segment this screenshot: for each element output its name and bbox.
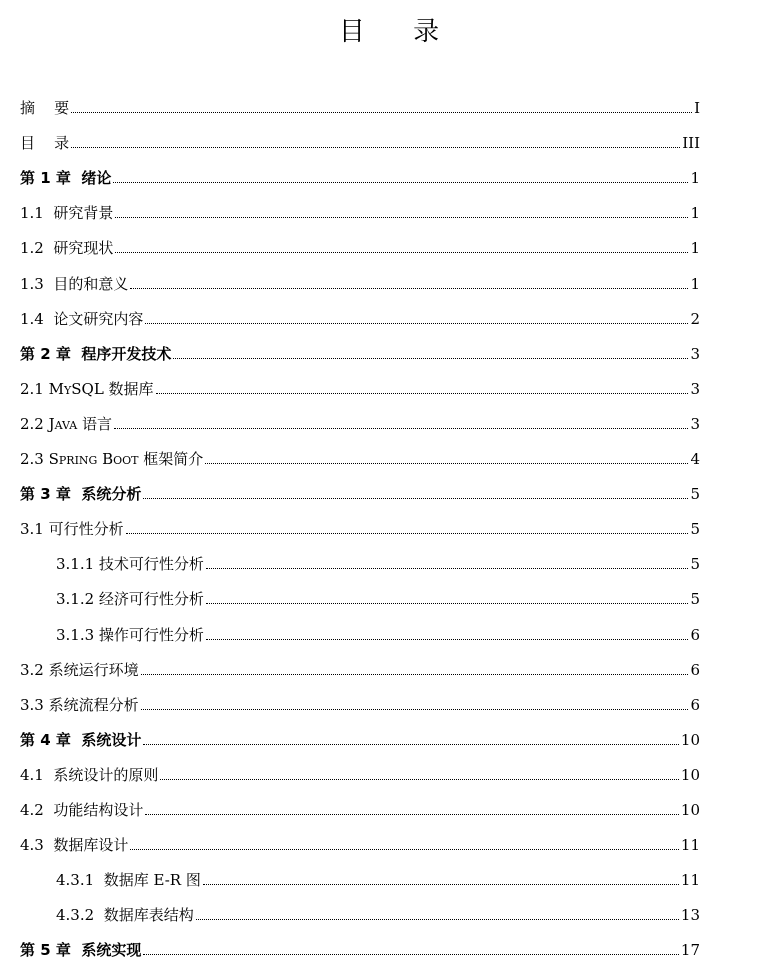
toc-entry[interactable]: [20, 294, 700, 329]
toc-entry[interactable]: [20, 258, 700, 293]
toc-dot-leader: [145, 322, 688, 324]
toc-entry[interactable]: [20, 469, 700, 504]
toc-dot-leader: [71, 146, 680, 148]
toc-entry-page-number: 5: [690, 590, 700, 609]
toc-entry[interactable]: [20, 83, 700, 118]
toc-entry-page-number: III: [682, 134, 700, 153]
toc-dot-leader: [160, 778, 679, 780]
toc-entry-label: 第 1 章 绪论: [20, 169, 112, 188]
toc-entry-page-number: 10: [680, 765, 700, 784]
toc-entry-label: 1.2 研究现状: [20, 239, 114, 258]
toc-entry-page-number: 6: [690, 695, 700, 714]
toc-entry-page-number: 17: [680, 941, 700, 960]
toc-entry-page-number: 10: [680, 800, 700, 819]
toc-entry-page-number: 3: [690, 414, 700, 433]
toc-entry[interactable]: [20, 118, 700, 153]
toc-entry-label: 4.3.1 数据库 E-R 图: [56, 871, 201, 890]
toc-dot-leader: [143, 743, 679, 745]
toc-entry[interactable]: [20, 925, 700, 960]
toc-entry[interactable]: [20, 153, 700, 188]
toc-entry-page-number: 1: [690, 204, 700, 223]
toc-entry-page-number: 6: [690, 625, 700, 644]
toc-entry[interactable]: [20, 223, 700, 258]
toc-dot-leader: [173, 357, 688, 359]
toc-dot-leader: [203, 883, 679, 885]
toc-entry[interactable]: [20, 645, 700, 680]
toc-entry-page-number: 5: [690, 555, 700, 574]
toc-entry-label: 1.1 研究背景: [20, 204, 114, 223]
toc-dot-leader: [143, 497, 688, 499]
toc-entry-label: 4.3.2 数据库表结构: [56, 906, 194, 925]
toc-entry[interactable]: [20, 364, 700, 399]
toc-dot-leader: [126, 532, 689, 534]
toc-entry-page-number: I: [694, 99, 700, 118]
toc-dot-leader: [143, 953, 679, 955]
toc-entry-label: 2.2 Java 语言: [20, 414, 112, 433]
toc-entry-label: 3.2 系统运行环境: [20, 660, 139, 679]
toc-entry-page-number: 5: [690, 520, 700, 539]
toc-entry[interactable]: [20, 750, 700, 785]
toc-entry-page-number: 2: [690, 309, 700, 328]
toc-entry[interactable]: [20, 680, 700, 715]
toc-entry-label: 第 5 章 系统实现: [20, 941, 142, 960]
toc-dot-leader: [145, 813, 679, 815]
toc-entry[interactable]: [20, 539, 700, 574]
toc-entry[interactable]: [20, 785, 700, 820]
toc-dot-leader: [115, 251, 688, 253]
toc-entry-page-number: 11: [680, 836, 700, 855]
toc-entry-label: 2.1 MySQL 数据库: [20, 379, 154, 398]
toc-entry-page-number: 5: [690, 485, 700, 504]
toc-entry-label: 3.1.3 操作可行性分析: [56, 625, 204, 644]
toc-entry-label: 4.3 数据库设计: [20, 836, 129, 855]
toc-entry-label: 1.3 目的和意义: [20, 274, 129, 293]
toc-entry-label: 第 4 章 系统设计: [20, 730, 142, 749]
toc-entry[interactable]: [20, 820, 700, 855]
toc-entry-label: 1.4 论文研究内容: [20, 309, 144, 328]
toc-entry[interactable]: [20, 329, 700, 364]
toc-entry-page-number: 1: [690, 169, 700, 188]
toc-entry-page-number: 1: [690, 239, 700, 258]
toc-entry-label: 4.2 功能结构设计: [20, 800, 144, 819]
toc-entry[interactable]: [20, 715, 700, 750]
toc-entry-page-number: 3: [690, 379, 700, 398]
toc-dot-leader: [156, 392, 689, 394]
toc-dot-leader: [141, 708, 689, 710]
toc-entry[interactable]: [20, 855, 700, 890]
toc-dot-leader: [114, 427, 689, 429]
toc-dot-leader: [71, 111, 692, 113]
toc-dot-leader: [206, 602, 689, 604]
toc-entry-label: 4.1 系统设计的原则: [20, 765, 159, 784]
toc-entry[interactable]: [20, 890, 700, 925]
page-title: 目 录: [338, 17, 460, 47]
toc-dot-leader: [205, 462, 688, 464]
toc-dot-leader: [196, 918, 679, 920]
toc-dot-leader: [113, 181, 688, 183]
toc-dot-leader: [115, 216, 688, 218]
toc-entry-label: 第 3 章 系统分析: [20, 485, 142, 504]
toc-entry-page-number: 10: [680, 730, 700, 749]
toc-entry-page-number: 13: [680, 906, 700, 925]
toc-entry-page-number: 4: [690, 450, 700, 469]
toc-dot-leader: [206, 567, 689, 569]
toc-entry-page-number: 11: [680, 871, 700, 890]
toc-dot-leader: [141, 673, 689, 675]
toc-entry-page-number: 3: [690, 344, 700, 363]
toc-entry-label: 3.1 可行性分析: [20, 520, 124, 539]
toc-entry[interactable]: [20, 504, 700, 539]
toc-entry[interactable]: [20, 434, 700, 469]
toc-entry[interactable]: [20, 188, 700, 223]
table-of-contents: [20, 83, 700, 960]
toc-entry-page-number: 6: [690, 660, 700, 679]
toc-dot-leader: [130, 287, 688, 289]
toc-entry-label: 摘 要: [20, 99, 70, 118]
toc-dot-leader: [206, 638, 689, 640]
toc-entry[interactable]: [20, 609, 700, 644]
toc-entry-label: 3.1.1 技术可行性分析: [56, 555, 204, 574]
toc-entry-label: 目 录: [20, 134, 70, 153]
toc-entry[interactable]: [20, 574, 700, 609]
toc-dot-leader: [130, 848, 679, 850]
toc-entry[interactable]: [20, 399, 700, 434]
toc-entry-label: 3.3 系统流程分析: [20, 695, 139, 714]
toc-entry-label: 3.1.2 经济可行性分析: [56, 590, 204, 609]
toc-entry-label: 2.3 Spring Boot 框架简介: [20, 450, 204, 469]
toc-entry-page-number: 1: [690, 274, 700, 293]
toc-entry-label: 第 2 章 程序开发技术: [20, 344, 172, 363]
